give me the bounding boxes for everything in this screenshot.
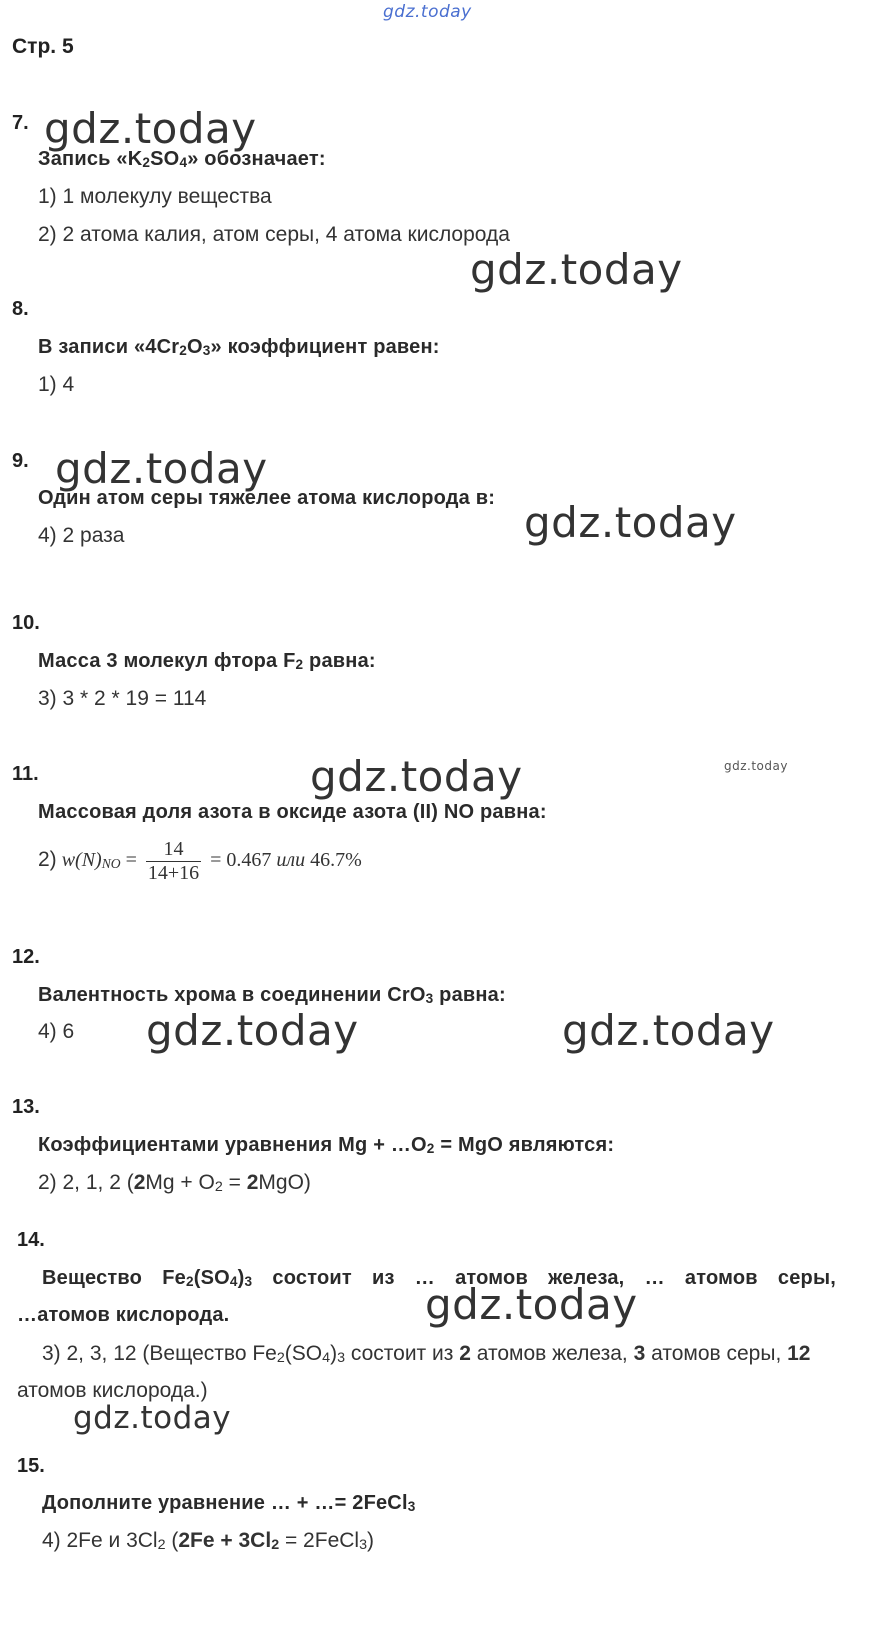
watermark: gdz.today [562,1006,775,1055]
answer-13: 2) 2, 1, 2 $(2Mg + O_2 = 2MgO)$ [38,1171,311,1196]
answer-14-line-1: 3) 2, 3, 12 (Вещество $Fe_2(SO_4)_3$ состоит из 2 атомов железа, 3 атомов серы, 12 [42,1342,811,1367]
question-8-text: В записи «$4Cr_2O_3$» коэффициент равен: [38,336,440,359]
answer-14-line-2: атомов кислорода.) [17,1379,208,1402]
answer-7-2: 2) 2 атома калия, атом серы, 4 атома кислорода [38,223,510,246]
question-number-11: 11. [12,763,39,785]
question-15-text: Дополните уравнение … + …= 2FeCl$_3$ [42,1492,416,1515]
question-10-text: Масса 3 молекул фтора $F_2$ равна: [38,650,376,673]
watermark: gdz.today [146,1006,359,1055]
fraction: $\frac{14}{14+16}$ [147,838,200,884]
question-7-text: Запись «$K_2SO_4$» обозначает: [38,148,326,171]
watermark: gdz.today [524,498,737,547]
answer-15: 4) 2Fe и $3Cl_2$ ($2Fe + 3Cl_2$ = 2FeCl$_3$) [42,1529,375,1554]
page-label: Стр. 5 [12,35,74,58]
watermark: gdz.today [470,245,683,294]
question-11-text: Массовая доля азота в оксиде азота (II) NO равна: [38,801,547,823]
watermark: gdz.today [310,752,523,801]
question-12-text: Валентность хрома в соединении CrO$_3$ равна: [38,984,506,1007]
answer-12: 4) 6 [38,1020,75,1043]
question-number-10: 10. [12,612,40,634]
watermark-top: gdz.today [383,2,472,22]
question-number-14: 14. [17,1229,45,1251]
question-14-line-2: …атомов кислорода. [17,1304,230,1326]
question-number-13: 13. [12,1096,40,1118]
watermark: gdz.today [55,444,268,493]
answer-7-1: 1) 1 молекулу вещества [38,185,272,208]
question-number-9: 9. [12,450,29,472]
question-13-text: Коэффициентами уравнения $Mg + \dots O_2$ = MgO являются: [38,1134,615,1157]
answer-10: 3) 3 * 2 * 19 = 114 [38,687,207,710]
watermark: gdz.today [425,1280,638,1329]
question-number-15: 15. [17,1455,45,1477]
question-number-8: 8. [12,298,29,320]
question-9-text: Один атом серы тяжелее атома кислорода в: [38,487,496,509]
watermark: gdz.today [73,1400,232,1436]
question-14-line-1: Вещество $Fe_2(SO_4)_3$ состоит из … атомов железа, … атомов серы, [42,1267,836,1290]
answer-9: 4) 2 раза [38,524,125,547]
formula-11: 2) $w(N)_{NO}$ = $\frac{14}{14+16}$ = 0.467 или 46.7% [38,838,362,884]
watermark-small: gdz.today [724,759,788,773]
watermark: gdz.today [44,104,257,153]
question-number-12: 12. [12,946,40,968]
answer-8: 1) 4 [38,373,75,396]
question-number-7: 7. [12,112,29,134]
